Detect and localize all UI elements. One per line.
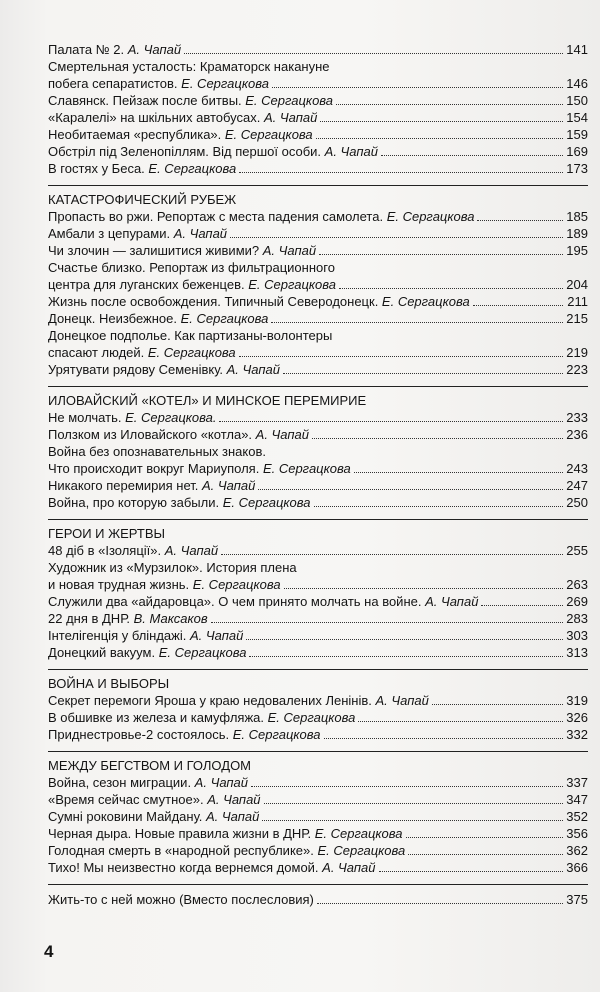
entry-title: Никакого перемирия нет. (48, 478, 203, 493)
section-heading: ИЛОВАЙСКИЙ «КОТЕЛ» И МИНСКОЕ ПЕРЕМИРИЕ (48, 393, 367, 408)
entry-title: побега сепаратистов. (48, 76, 182, 91)
entry-page-number: 154 (566, 110, 588, 125)
toc-entry[interactable] (48, 460, 588, 477)
dot-leader (211, 621, 563, 623)
entry-page-number: 150 (566, 93, 588, 108)
entry-title-line (48, 709, 355, 726)
dot-leader (283, 372, 563, 374)
dot-leader (184, 52, 563, 54)
entry-author: Е. Сергацкова (148, 161, 237, 176)
entry-title: Донецкий вакуум. (48, 645, 159, 660)
entry-title-line (48, 143, 378, 160)
entry-title: Служили два «айдаровца». О чем принято молчать на войне. (48, 594, 426, 609)
entry-page-number: 366 (566, 860, 588, 875)
entry-page-number: 243 (566, 461, 588, 476)
entry-author: А. Чапай (164, 543, 219, 558)
toc-entry[interactable] (48, 126, 588, 143)
entry-author: Е. Сергацкова (381, 294, 470, 309)
toc-entry[interactable] (48, 576, 588, 593)
toc-entry[interactable] (48, 644, 588, 661)
toc-entry[interactable] (48, 726, 588, 743)
entry-author: Е. Сергацкова (314, 826, 403, 841)
dot-leader (408, 853, 563, 855)
entry-page-number: 313 (566, 645, 588, 660)
dot-leader (230, 236, 563, 238)
entry-author: Е. Сергацкова (232, 727, 321, 742)
entry-title: 48 діб в «Ізоляції». (48, 543, 165, 558)
entry-title: Жить-то с ней можно (Вместо послесловия) (48, 892, 314, 907)
toc-entry[interactable] (48, 593, 588, 610)
toc-entry[interactable] (48, 542, 588, 559)
toc-section (48, 519, 588, 661)
entry-page-number: 332 (566, 727, 588, 742)
entry-author: Е. Сергацкова. (125, 410, 217, 425)
entry-page-number: 159 (566, 127, 588, 142)
entry-title-line (48, 92, 333, 109)
entry-title-line (48, 75, 269, 92)
dot-leader (258, 488, 563, 490)
entry-title-line (48, 225, 227, 242)
entry-author: А. Чапай (189, 628, 244, 643)
dot-leader (379, 870, 563, 872)
toc-entry-first-line: Война без опознавательных знаков. (48, 444, 266, 459)
entry-page-number: 356 (566, 826, 588, 841)
toc-entry-first-line: Счастье близко. Репортаж из фильтрационного (48, 260, 335, 275)
toc-entry[interactable] (48, 41, 588, 58)
entry-title-line (48, 726, 321, 743)
entry-author: А. Чапай (226, 362, 280, 377)
entry-author: Е. Сергацкова (158, 645, 247, 660)
entry-title: Пропасть во ржи. Репортаж с места падения самолета. (48, 209, 387, 224)
entry-page-number: 236 (566, 427, 588, 442)
section-heading: ГЕРОИ И ЖЕРТВЫ (48, 526, 165, 541)
entry-author: А. Чапай (375, 693, 429, 708)
entry-title: Не молчать. (48, 410, 126, 425)
entry-author: Е. Сергацкова (386, 209, 475, 224)
toc-entry[interactable] (48, 208, 588, 225)
entry-title: Донецк. Неизбежное. (48, 311, 181, 326)
entry-title: центра для луганских беженцев. (48, 277, 249, 292)
entry-title: Война, сезон миграции. (48, 775, 195, 790)
entry-title: 22 дня в ДНР. (48, 611, 134, 626)
toc-entry-first-line: Донецкое подполье. Как партизаны-волонтеры (48, 328, 333, 343)
entry-title-line (48, 41, 181, 58)
dot-leader (319, 253, 563, 255)
entry-page-number: 233 (566, 410, 588, 425)
dot-leader (246, 638, 563, 640)
entry-page-number: 319 (566, 693, 588, 708)
entry-author: А. Чапай (322, 860, 376, 875)
entry-author: Е. Сергацкова (222, 495, 311, 510)
dot-leader (221, 553, 563, 555)
entry-page-number: 337 (566, 775, 588, 790)
entry-title-line (48, 426, 309, 443)
entry-page-number: 303 (566, 628, 588, 643)
toc-entry[interactable] (48, 842, 588, 859)
entry-title: Інтелігенція у бліндажі. (48, 628, 190, 643)
dot-leader (264, 802, 563, 804)
dot-leader (320, 120, 563, 122)
dot-leader (336, 103, 563, 105)
closing-section (48, 884, 588, 908)
page-number: 4 (44, 942, 54, 961)
toc-entry[interactable] (48, 225, 588, 242)
entry-author: А. Чапай (206, 809, 260, 824)
dot-leader (358, 720, 563, 722)
entry-page-number: 352 (566, 809, 588, 824)
entry-title: Ползком из Иловайского «котла». (48, 427, 256, 442)
entry-title-line (48, 627, 243, 644)
toc-entry[interactable] (48, 293, 588, 310)
entry-title-line (48, 109, 317, 126)
toc-entry[interactable] (48, 891, 588, 908)
entry-title-line (48, 791, 261, 808)
entry-title: Урятувати рядову Семенівку. (48, 362, 227, 377)
entry-title: Приднестровье-2 состоялось. (48, 727, 233, 742)
dot-leader (239, 355, 563, 357)
entry-author: А. Чапай (202, 478, 256, 493)
toc-entry[interactable] (48, 276, 588, 293)
entry-author: В. Максаков (133, 611, 208, 626)
entry-title: спасают людей. (48, 345, 148, 360)
toc-entry[interactable] (48, 627, 588, 644)
entry-title: Чи злочин — залишитися живими? (48, 243, 263, 258)
entry-page-number: 250 (566, 495, 588, 510)
entry-title: «Каралелі» на шкільних автобусах. (48, 110, 264, 125)
entry-title-line (48, 842, 405, 859)
dot-leader (354, 471, 563, 473)
entry-title-line (48, 344, 236, 361)
dot-leader (312, 437, 563, 439)
entry-author: А. Чапай (324, 144, 379, 159)
dot-leader (271, 321, 563, 323)
entry-author: Е. Сергацкова (317, 843, 406, 858)
entry-title-line (48, 276, 336, 293)
toc-entry[interactable] (48, 361, 588, 378)
entry-page-number: 347 (566, 792, 588, 807)
entry-author: А. Чапай (127, 42, 182, 57)
entry-title-line (48, 808, 259, 825)
entry-page-number: 269 (566, 594, 588, 609)
entry-page-number: 211 (567, 294, 588, 309)
entry-title-line (48, 126, 313, 143)
entry-title: В гостях у Беса. (48, 161, 149, 176)
entry-title: и новая трудная жизнь. (48, 577, 193, 592)
entry-title-line (48, 242, 316, 259)
entry-author: Е. Сергацкова (248, 277, 336, 292)
toc-entry[interactable] (48, 242, 588, 259)
entry-title-line (48, 477, 255, 494)
entry-page-number: 219 (566, 345, 588, 360)
dot-leader (339, 287, 563, 289)
entry-title-line (48, 593, 478, 610)
toc-entry[interactable] (48, 791, 588, 808)
entry-title: Тихо! Мы неизвестно когда вернемся домой. (48, 860, 323, 875)
entry-title: В обшивке из железа и камуфляжа. (48, 710, 268, 725)
toc-entry[interactable] (48, 75, 588, 92)
entry-page-number: 141 (566, 42, 588, 57)
toc-entry[interactable] (48, 494, 588, 511)
toc-section (48, 751, 588, 876)
toc-entry[interactable] (48, 709, 588, 726)
entry-page-number: 169 (566, 144, 588, 159)
entry-title: Славянск. Пейзаж после битвы. (48, 93, 246, 108)
entry-title-line (48, 494, 311, 511)
toc-entry[interactable] (48, 859, 588, 876)
entry-page-number: 223 (566, 362, 588, 377)
entry-title: Война, про которую забыли. (48, 495, 223, 510)
toc-entry[interactable] (48, 825, 588, 842)
entry-author: А. Чапай (264, 110, 318, 125)
entry-title: Что происходит вокруг Мариуполя. (48, 461, 263, 476)
entry-title-line (48, 891, 314, 908)
entry-title: Жизнь после освобождения. Типичный Северодонецк. (48, 294, 382, 309)
entry-author: Е. Сергацкова (147, 345, 236, 360)
dot-leader (239, 171, 563, 173)
toc-entry[interactable] (48, 92, 588, 109)
entry-title: Голодная смерть в «народной республике». (48, 843, 318, 858)
toc-entry[interactable] (48, 692, 588, 709)
toc-entry[interactable] (48, 160, 588, 177)
entry-title-line (48, 774, 248, 791)
entry-page-number: 195 (566, 243, 588, 258)
entry-author: А. Чапай (207, 792, 261, 807)
entry-title: «Время сейчас смутное». (48, 792, 208, 807)
toc-entry[interactable] (48, 774, 588, 791)
entry-page-number: 173 (566, 161, 588, 176)
entry-title-line (48, 460, 351, 477)
entry-author: Е. Сергацкова (245, 93, 334, 108)
entry-page-number: 185 (566, 209, 588, 224)
entry-author: А. Чапай (194, 775, 249, 790)
entry-page-number: 146 (566, 76, 588, 91)
section-heading: ВОЙНА И ВЫБОРЫ (48, 676, 170, 691)
entry-page-number: 255 (566, 543, 588, 558)
entry-author: А. Чапай (173, 226, 228, 241)
entry-title: Черная дыра. Новые правила жизни в ДНР. (48, 826, 315, 841)
dot-leader (432, 703, 563, 705)
toc-entry-first-line: Смертельная усталость: Краматорск накануне (48, 59, 330, 74)
toc-entry[interactable] (48, 344, 588, 361)
entry-author: А. Чапай (262, 243, 317, 258)
dot-leader (324, 737, 563, 739)
entry-page-number: 204 (566, 277, 588, 292)
entry-title: Палата № 2. (48, 42, 128, 57)
entry-title: Секрет перемоги Яроша у краю недовалених Ленінів. (48, 693, 376, 708)
entry-page-number: 283 (566, 611, 588, 626)
entry-author: Е. Сергацкова (180, 311, 269, 326)
entry-author: А. Чапай (255, 427, 310, 442)
toc-entry[interactable] (48, 109, 588, 126)
entry-title-line (48, 859, 376, 876)
entry-author: Е. Сергацкова (262, 461, 351, 476)
toc-entry[interactable] (48, 310, 588, 327)
entry-title-line (48, 310, 268, 327)
entry-author: Е. Сергацкова (267, 710, 356, 725)
entry-title-line (48, 160, 236, 177)
entry-title-line (48, 409, 216, 426)
dot-leader (284, 587, 563, 589)
entry-title-line (48, 644, 246, 661)
entry-author: Е. Сергацкова (192, 577, 281, 592)
entry-title-line (48, 692, 429, 709)
dot-leader (477, 219, 563, 221)
section-heading: КАТАСТРОФИЧЕСКИЙ РУБЕЖ (48, 192, 237, 207)
entry-title-line (48, 542, 218, 559)
toc-entry[interactable] (48, 610, 588, 627)
entry-title-line (48, 361, 280, 378)
dot-leader (251, 785, 563, 787)
entry-author: А. Чапай (425, 594, 479, 609)
toc-entry[interactable] (48, 808, 588, 825)
section-heading: МЕЖДУ БЕГСТВОМ И ГОЛОДОМ (48, 758, 252, 773)
dot-leader (406, 836, 563, 838)
toc-entry-first-line: Художник из «Мурзилок». История плена (48, 560, 297, 575)
entry-title-line (48, 825, 403, 842)
entry-title: Необитаемая «республика». (48, 127, 225, 142)
entry-page-number: 263 (566, 577, 588, 592)
toc-entry[interactable] (48, 143, 588, 160)
entry-page-number: 189 (566, 226, 588, 241)
toc-entry[interactable] (48, 409, 588, 426)
table-of-contents (48, 41, 588, 908)
entry-title-line (48, 610, 208, 627)
dot-leader (316, 137, 563, 139)
entry-page-number: 247 (566, 478, 588, 493)
toc-entry[interactable] (48, 426, 588, 443)
toc-section (48, 185, 588, 378)
dot-leader (317, 902, 563, 904)
entry-title-line (48, 293, 470, 310)
dot-leader (249, 655, 563, 657)
dot-leader (314, 505, 563, 507)
entry-page-number: 326 (566, 710, 588, 725)
entry-title-line (48, 576, 281, 593)
intro-entries (48, 41, 588, 177)
entry-page-number: 362 (566, 843, 588, 858)
dot-leader (381, 154, 563, 156)
entry-author: Е. Сергацкова (181, 76, 269, 91)
entry-title-line (48, 208, 474, 225)
entry-author: Е. Сергацкова (224, 127, 313, 142)
entry-title: Сумні роковини Майдану. (48, 809, 206, 824)
toc-section (48, 386, 588, 511)
entry-title: Обстріл під Зеленопіллям. Від першої особи. (48, 144, 325, 159)
entry-page-number: 215 (566, 311, 588, 326)
toc-section (48, 669, 588, 743)
dot-leader (481, 604, 563, 606)
entry-title: Амбали з цепурами. (48, 226, 174, 241)
toc-entry[interactable] (48, 477, 588, 494)
dot-leader (262, 819, 563, 821)
dot-leader (272, 86, 563, 88)
entry-page-number: 375 (566, 892, 588, 907)
dot-leader (219, 420, 563, 422)
dot-leader (473, 304, 563, 306)
